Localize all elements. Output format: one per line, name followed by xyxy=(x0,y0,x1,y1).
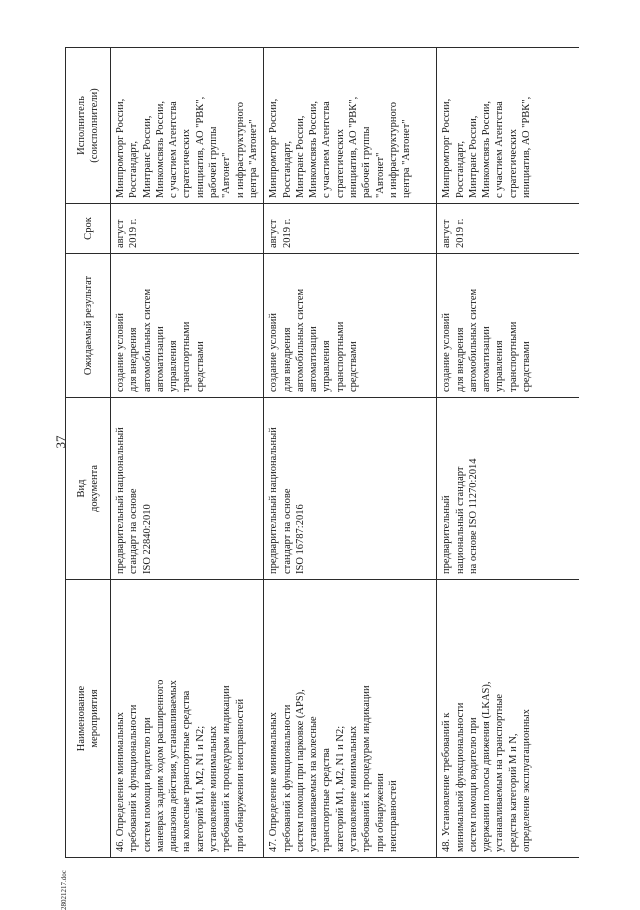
text-line: диапазона действия, устанавливаемых xyxy=(168,680,180,852)
text-line: автоматизации xyxy=(308,326,320,392)
text-line: 46. Определение минимальных xyxy=(115,712,126,852)
deadline-cell xyxy=(437,204,580,254)
deadline-cell xyxy=(111,204,264,254)
text-line: Минпромторг России, xyxy=(115,98,126,198)
text-line: предварительный национальный xyxy=(115,427,126,574)
text-line: Росстандарт, xyxy=(128,141,140,198)
text-line: требований к процедурам индикации xyxy=(221,685,233,852)
doc-type-cell xyxy=(264,398,437,580)
text-line: транспортными xyxy=(507,321,519,392)
measures-table-container xyxy=(65,48,575,858)
table-row xyxy=(111,48,264,858)
text-line: автомобильных систем xyxy=(294,288,306,392)
table-header-row xyxy=(66,48,111,858)
measures-table xyxy=(65,47,579,858)
text-line: при обнаружении неисправностей xyxy=(234,698,246,852)
text-line: стратегических xyxy=(181,128,193,198)
text-line: маневрах задним ходом расширенного xyxy=(154,679,166,852)
text-line: стандарт на основе xyxy=(128,488,140,574)
text-line: требований к функциональности xyxy=(281,704,293,852)
text-line: минимальной функциональности xyxy=(454,702,466,852)
text-line: август xyxy=(115,219,126,248)
header-executor xyxy=(66,48,111,204)
text-line: автомобильных систем xyxy=(467,288,479,392)
text-line: транспортными xyxy=(181,321,193,392)
text-line: 48. Установление требований к xyxy=(441,712,453,852)
measure-name-cell xyxy=(264,580,437,858)
text-line: на основе ISO 11270:2014 xyxy=(467,458,479,574)
text-line: 2019 г. xyxy=(454,218,466,248)
text-line: Исполнитель xyxy=(76,96,87,155)
text-line: август xyxy=(441,219,453,248)
text-line: август xyxy=(268,219,280,248)
executor-cell xyxy=(264,48,437,204)
text-line: систем помощи водителю при xyxy=(141,717,153,852)
text-line: категорий M1, M2, N1 и N2; xyxy=(334,725,346,852)
executor-cell xyxy=(437,48,580,204)
measure-name-cell xyxy=(111,580,264,858)
executor-cell xyxy=(111,48,264,204)
text-line: автоматизации xyxy=(154,326,166,392)
text-line: инициатив, АО "РВК", xyxy=(348,96,360,198)
text-line: управления xyxy=(494,340,506,392)
text-line: устанавливаемых на колесные xyxy=(308,716,320,852)
text-line: транспортные средства xyxy=(321,748,333,852)
text-line: инициатив, АО "РВК", xyxy=(521,96,533,198)
text-line: с участием Агентства xyxy=(168,101,180,198)
text-line: "Автонет" xyxy=(374,152,386,198)
doc-type-cell xyxy=(437,398,580,580)
header-result xyxy=(66,254,111,398)
text-line: средствами xyxy=(348,341,360,392)
text-line: устанавливаемым на транспортные xyxy=(494,693,506,852)
header-deadline xyxy=(66,204,111,254)
text-line: Срок xyxy=(82,217,94,240)
text-line: и инфраструктурного xyxy=(387,101,399,198)
text-line: средствами xyxy=(521,341,533,392)
footer-filename: 28021217.doc xyxy=(60,870,68,910)
text-line: для внедрения xyxy=(281,327,293,392)
header-doc-type xyxy=(66,398,111,580)
table-row xyxy=(437,48,580,858)
text-line: создание условий xyxy=(268,313,280,392)
text-line: центра "Автонет" xyxy=(401,119,413,198)
text-line: стандарт на основе xyxy=(281,488,293,574)
text-line: удержании полосы движения (LKAS), xyxy=(481,681,493,852)
text-line: и инфраструктурного xyxy=(234,101,246,198)
header-name xyxy=(66,580,111,858)
text-line: создание условий xyxy=(441,313,453,392)
text-line: предварительный xyxy=(441,495,453,574)
text-line: установление минимальных xyxy=(348,725,360,852)
text-line: определение эксплуатационных xyxy=(521,709,533,852)
text-line: для внедрения xyxy=(128,327,140,392)
table-row xyxy=(264,48,437,858)
expected-result-cell xyxy=(111,254,264,398)
doc-type-cell xyxy=(111,398,264,580)
text-line: систем помощи водителю при xyxy=(467,717,479,852)
text-line: рабочей группы xyxy=(208,126,220,198)
text-line: рабочей группы xyxy=(361,126,373,198)
text-line: стратегических xyxy=(334,128,346,198)
text-line: Ожидаемый результат xyxy=(82,275,94,376)
expected-result-cell xyxy=(437,254,580,398)
expected-result-cell xyxy=(264,254,437,398)
text-line: создание условий xyxy=(115,313,126,392)
measure-name-cell xyxy=(437,580,580,858)
text-line: Минкомсвязь России, xyxy=(308,101,320,198)
text-line: стратегических xyxy=(507,128,519,198)
text-line: автомобильных систем xyxy=(141,288,153,392)
text-line: Росстандарт, xyxy=(454,141,466,198)
page-number: 37 xyxy=(53,435,68,449)
text-line: Минкомсвязь России, xyxy=(154,101,166,198)
text-line: ISO 22840:2010 xyxy=(141,504,153,574)
text-line: Минтранс России, xyxy=(467,115,479,198)
text-line: инициатив, АО "РВК", xyxy=(194,96,206,198)
text-line: требований к процедурам индикации xyxy=(361,685,373,852)
text-line: систем помощи при парковке (APS), xyxy=(294,689,306,852)
text-line: управления xyxy=(168,340,180,392)
text-line: Минтранс России, xyxy=(141,115,153,198)
text-line: Минпромторг России, xyxy=(268,98,280,198)
text-line: документа xyxy=(89,465,100,512)
text-line: Минкомсвязь России, xyxy=(481,101,493,198)
text-line: Минпромторг России, xyxy=(441,98,453,198)
text-line: 47. Определение минимальных xyxy=(268,712,280,852)
text-line: национальный стандарт xyxy=(454,466,466,574)
text-line: (соисполнители) xyxy=(89,88,100,163)
text-line: неисправностей xyxy=(387,780,399,852)
text-line: автоматизации xyxy=(481,326,493,392)
text-line: установление минимальных xyxy=(208,725,220,852)
text-line: мероприятия xyxy=(89,689,100,748)
text-line: требований к функциональности xyxy=(128,704,140,852)
text-line: при обнаружении xyxy=(374,773,386,852)
text-line: 2019 г. xyxy=(281,218,293,248)
text-line: Росстандарт, xyxy=(281,141,293,198)
text-line: категорий M1, M2, N1 и N2; xyxy=(194,725,206,852)
text-line: с участием Агентства xyxy=(321,101,333,198)
text-line: "Автонет" xyxy=(221,152,233,198)
text-line: для внедрения xyxy=(454,327,466,392)
text-line: предварительный национальный xyxy=(268,427,280,574)
text-line: Наименование xyxy=(76,685,87,752)
text-line: средства категорий M и N, xyxy=(507,733,519,852)
text-line: Минтранс России, xyxy=(294,115,306,198)
text-line: с участием Агентства xyxy=(494,101,506,198)
text-line: управления xyxy=(321,340,333,392)
deadline-cell xyxy=(264,204,437,254)
text-line: 2019 г. xyxy=(128,218,140,248)
text-line: ISO 16787:2016 xyxy=(294,504,306,574)
text-line: центра "Автонет" xyxy=(247,119,259,198)
text-line: Вид xyxy=(76,479,87,498)
text-line: средствами xyxy=(194,341,206,392)
text-line: на колесные транспортные средства xyxy=(181,690,193,852)
text-line: транспортными xyxy=(334,321,346,392)
